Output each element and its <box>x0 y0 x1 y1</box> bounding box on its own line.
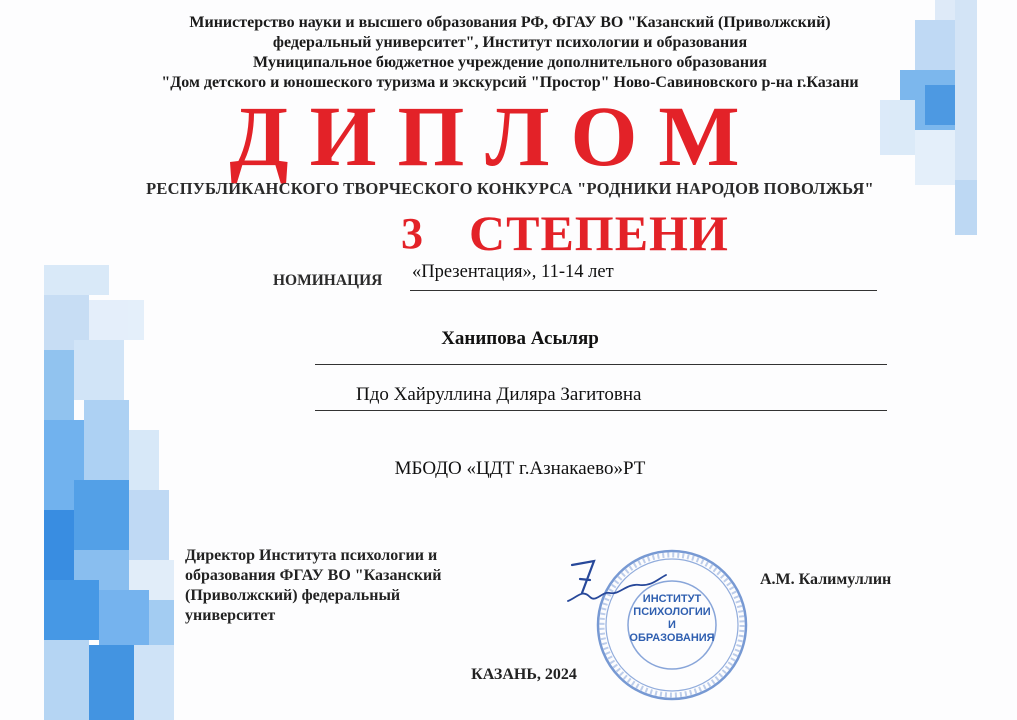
organizer-header-line: "Дом детского и юношеского туризма и экскурсий "Простор" Ново-Савиновского р-на г.Казани <box>161 74 859 91</box>
director-title-line: образования ФГАУ ВО "Казанский <box>185 567 442 584</box>
student-name: Ханипова Асыляр <box>441 328 599 349</box>
director-title <box>185 546 515 626</box>
nomination-label: НОМИНАЦИЯ <box>273 272 383 289</box>
teacher-name: Пдо Хайруллина Диляра Загитовна <box>356 384 642 405</box>
city-and-year <box>0 666 1017 684</box>
student-underline <box>315 364 887 365</box>
diploma-title: ДИПЛОМ <box>229 88 761 184</box>
institution-header-line: Муниципальное бюджетное учреждение дополнительного образования <box>253 54 767 71</box>
director-title-line: Директор Института психологии и <box>185 547 438 564</box>
teacher-underline <box>315 410 887 411</box>
stamp-text-line: ОБРАЗОВАНИЯ <box>629 632 715 644</box>
degree-word: СТЕПЕНИ <box>469 205 729 261</box>
director-title-line: (Приволжский) федеральный <box>185 587 401 604</box>
stamp-text-line: ИНСТИТУТ <box>642 593 702 605</box>
signer-name: А.М. Калимуллин <box>760 571 892 588</box>
university-header-line: федеральный университет", Институт психологии и образования <box>272 34 748 51</box>
director-title-line: университет <box>185 607 276 624</box>
ministry-header-line: Министерство науки и высшего образования РФ, ФГАУ ВО "Казанский (Приволжский) <box>189 14 831 31</box>
nomination-value: «Презентация», 11-14 лет <box>412 262 614 282</box>
contest-name: РЕСПУБЛИКАНСКОГО ТВОРЧЕСКОГО КОНКУРСА "РОДНИКИ НАРОДОВ ПОВОЛЖЬЯ" <box>146 179 874 198</box>
stamp-text-line: И <box>668 619 676 631</box>
nomination-underline <box>410 290 877 291</box>
degree-number: 3 <box>401 209 423 258</box>
city-year-text: КАЗАНЬ, 2024 <box>471 666 577 683</box>
school-name: МБОДО «ЦДТ г.Азнакаево»РТ <box>394 458 646 479</box>
handwritten-signature <box>560 553 670 623</box>
stamp-text-line: ПСИХОЛОГИИ <box>633 606 711 618</box>
